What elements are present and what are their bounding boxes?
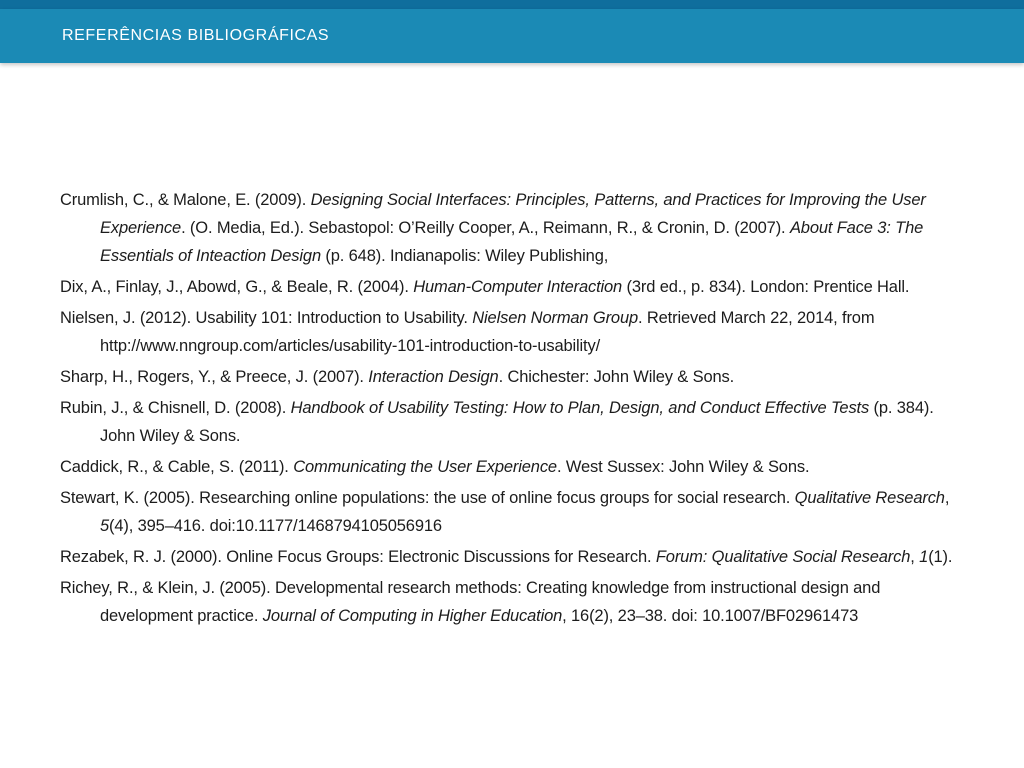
reference-text-segment: Handbook of Usability Testing: How to Plan, Design, and Conduct Effective Tests [290, 399, 870, 417]
reference-text-segment: (4), 395–416. doi:10.1177/1468794105056916 [109, 517, 442, 535]
reference-text-segment: Nielsen Norman Group [472, 309, 639, 327]
reference-text-segment: Forum: Qualitative Social Research [655, 548, 911, 566]
slide-title: REFERÊNCIAS BIBLIOGRÁFICAS [62, 27, 330, 44]
reference-text-segment: Rubin, J., & Chisnell, D. (2008). [60, 399, 291, 417]
reference-text-segment: (p. 648). Indianapolis: Wiley Publishing, [320, 247, 609, 265]
reference-text-segment: Journal of Computing in Higher Education [262, 607, 563, 625]
reference-item [60, 394, 966, 450]
reference-item [60, 186, 966, 270]
reference-item [60, 273, 966, 301]
reference-text-segment: Designing Social Interfaces: Principles, Patterns, and Practices for Improving the User Experience [100, 191, 926, 237]
reference-text-segment: (1). [928, 548, 953, 566]
reference-item [60, 574, 966, 630]
reference-text-segment: 5 [100, 517, 110, 535]
reference-text-segment: Nielsen, J. (2012). Usability 101: Introduction to Usability. [60, 309, 473, 327]
reference-text-segment: . (O. Media, Ed.). Sebastopol: O’Reilly Cooper, A., Reimann, R., & Cronin, D. (2007). [181, 219, 790, 237]
reference-text-segment: (3rd ed., p. 834). London: Prentice Hall. [622, 278, 910, 296]
reference-text-segment: . Chichester: John Wiley & Sons. [498, 368, 735, 386]
reference-text-segment: , 16(2), 23–38. doi: 10.1007/BF02961473 [562, 607, 859, 625]
reference-text-segment: Sharp, H., Rogers, Y., & Preece, J. (2007). [60, 368, 369, 386]
header-top-accent-strip [0, 0, 1024, 9]
reference-text-segment: , [910, 548, 920, 566]
reference-text-segment: (p. 384). John Wiley & Sons. [100, 399, 934, 445]
references-list [0, 63, 1024, 630]
reference-text-segment: Stewart, K. (2005). Researching online populations: the use of online focus groups for social research. [60, 489, 795, 507]
reference-text-segment: About Face 3: The Essentials of Inteaction Design [100, 219, 924, 265]
reference-item [60, 304, 966, 360]
reference-item [60, 363, 966, 391]
reference-text-segment: Interaction Design [368, 368, 499, 386]
reference-text-segment: Richey, R., & Klein, J. (2005). Developmental research methods: Creating knowledge from instructional design and development practice. [60, 579, 881, 625]
reference-text-segment: Human-Computer Interaction [413, 278, 623, 296]
reference-text-segment: 1 [919, 548, 929, 566]
reference-text-segment: . Retrieved March 22, 2014, from http://www.nngroup.com/articles/usability-101-introduction-to-usability/ [100, 309, 875, 355]
reference-text-segment: Dix, A., Finlay, J., Abowd, G., & Beale, R. (2004). [60, 278, 414, 296]
reference-text-segment: Caddick, R., & Cable, S. (2011). [60, 458, 294, 476]
reference-text-segment: Rezabek, R. J. (2000). Online Focus Groups: Electronic Discussions for Research. [60, 548, 656, 566]
reference-text-segment: . West Sussex: John Wiley & Sons. [556, 458, 810, 476]
reference-text-segment: Qualitative Research [794, 489, 945, 507]
reference-item [60, 453, 966, 481]
reference-text-segment: , [944, 489, 950, 507]
slide-header-bar [0, 9, 1024, 63]
reference-item [60, 543, 966, 571]
reference-text-segment: Communicating the User Experience [293, 458, 557, 476]
reference-text-segment: Crumlish, C., & Malone, E. (2009). [60, 191, 311, 209]
reference-item [60, 484, 966, 540]
